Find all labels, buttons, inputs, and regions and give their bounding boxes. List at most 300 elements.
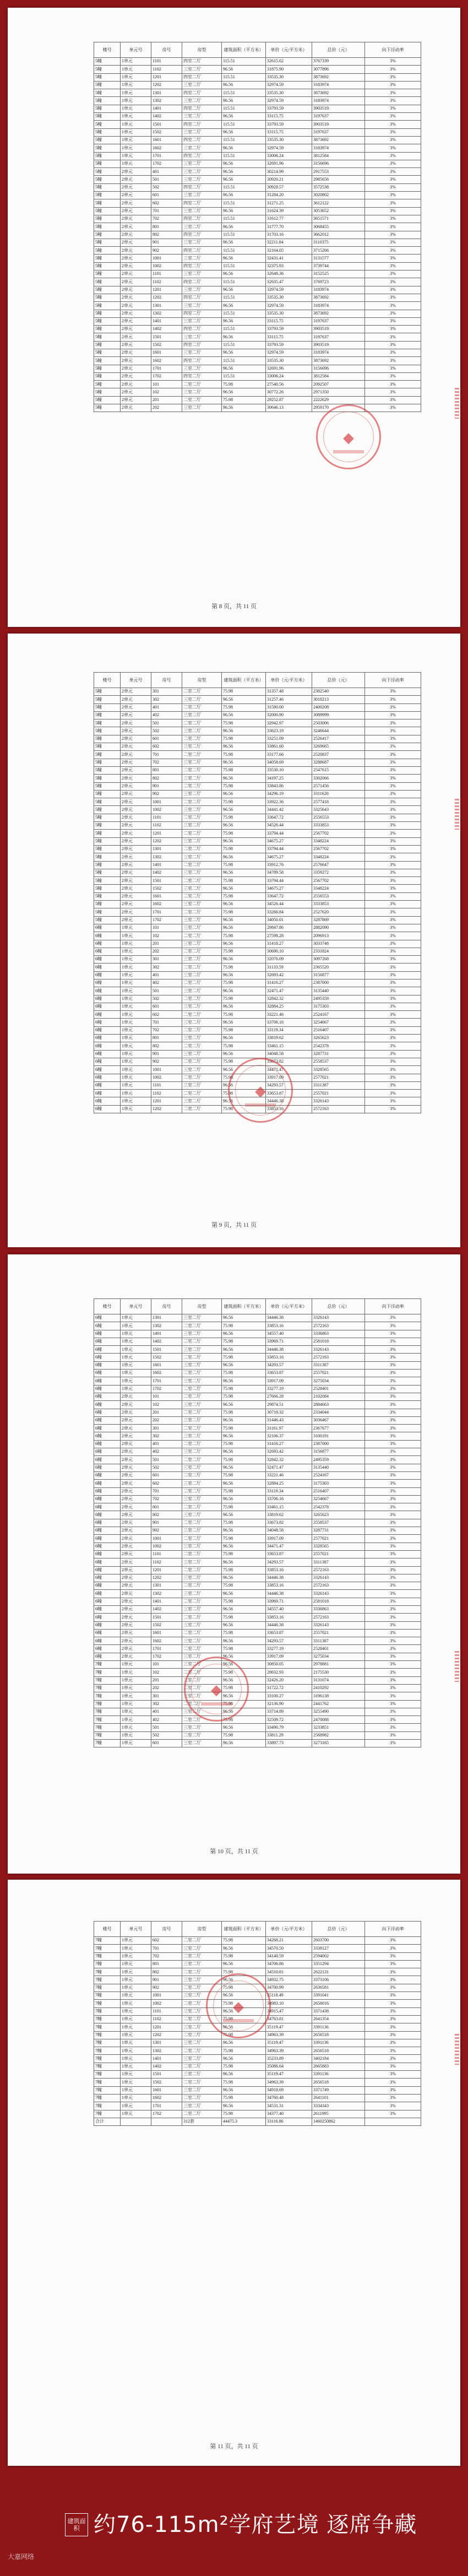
table-cell: 3391136 bbox=[312, 2071, 365, 2079]
table-row bbox=[94, 1338, 421, 1345]
table-cell: 96.56 bbox=[222, 924, 266, 932]
table-cell: 3% bbox=[365, 1605, 421, 1613]
table-row bbox=[94, 1066, 421, 1074]
table-cell: 1701 bbox=[151, 1377, 182, 1385]
table-cell: 1单元 bbox=[121, 2086, 151, 2094]
table-cell: 二室二厅 bbox=[182, 1042, 222, 1050]
price-table bbox=[94, 42, 421, 412]
table-cell: 3175303 bbox=[312, 1003, 365, 1010]
table-cell: 3328565 bbox=[312, 1543, 365, 1550]
table-cell: 3348224 bbox=[312, 853, 365, 861]
table-cell: 1单元 bbox=[121, 2000, 151, 2007]
table-cell: 2单元 bbox=[121, 294, 151, 301]
table-cell: 2单元 bbox=[121, 349, 151, 356]
table-cell: 115.51 bbox=[222, 183, 266, 191]
table-cell: 7幢 bbox=[94, 1669, 121, 1676]
table-cell: 3% bbox=[365, 1385, 421, 1393]
table-cell: 二室二厅 bbox=[182, 1937, 222, 1945]
table-cell: 1单元 bbox=[121, 1105, 151, 1113]
table-cell: 3197637 bbox=[312, 317, 365, 325]
table-cell: 3275034 bbox=[312, 1653, 365, 1660]
table-cell: 902 bbox=[151, 1984, 182, 1991]
table-cell: 601 bbox=[151, 1003, 182, 1010]
table-cell: 75.98 bbox=[222, 2047, 266, 2055]
table-cell: 三室二厅 bbox=[182, 1543, 222, 1550]
table-cell: 3% bbox=[365, 1692, 421, 1700]
table-cell: 1102 bbox=[151, 1558, 182, 1566]
table-row bbox=[94, 2039, 421, 2047]
table-row bbox=[94, 806, 421, 814]
table-row bbox=[94, 302, 421, 310]
table-cell: 3348224 bbox=[312, 837, 365, 845]
table-cell: 6幢 bbox=[94, 1003, 121, 1010]
table-row bbox=[94, 1456, 421, 1464]
table-cell: 2单元 bbox=[121, 1519, 151, 1527]
table-cell: 三室二厅 bbox=[182, 1976, 222, 1984]
table-cell: 1702 bbox=[151, 160, 182, 167]
table-cell: 3020802 bbox=[312, 192, 365, 199]
table-cell: 3% bbox=[365, 1090, 421, 1097]
table-cell: 5幢 bbox=[94, 105, 121, 112]
table-cell: 33673.82 bbox=[266, 1519, 312, 1527]
table-cell: 3% bbox=[365, 1026, 421, 1034]
table-cell: 75.98 bbox=[222, 1614, 266, 1621]
table-cell: 6幢 bbox=[94, 1487, 121, 1495]
table-cell: 二室二厅 bbox=[182, 1011, 222, 1019]
column-header: 建筑面积（平方米） bbox=[222, 42, 266, 58]
official-seal: ◆ bbox=[228, 1058, 293, 1123]
table-cell: 三室二厅 bbox=[182, 1035, 222, 1042]
table-cell: 901 bbox=[151, 1050, 182, 1058]
table-header-row bbox=[94, 1299, 421, 1314]
table-cell: 7幢 bbox=[94, 2007, 121, 2015]
table-cell: 6幢 bbox=[94, 1456, 121, 1464]
table-cell: 1002 bbox=[151, 1074, 182, 1081]
table-cell: 3338127 bbox=[312, 1945, 365, 1952]
table-cell: 1单元 bbox=[121, 2063, 151, 2070]
table-header-row bbox=[94, 673, 421, 688]
table-cell: 3% bbox=[365, 1338, 421, 1345]
table-cell: 96.56 bbox=[222, 1401, 266, 1409]
table-cell: 5幢 bbox=[94, 703, 121, 711]
table-row bbox=[94, 1968, 421, 1976]
table-cell: 1501 bbox=[151, 877, 182, 885]
table-cell: 1单元 bbox=[121, 1976, 151, 1984]
table-cell: 33706.16 bbox=[266, 1019, 312, 1026]
table-cell: 三室二厅 bbox=[182, 1361, 222, 1369]
table-cell: 二室二厅 bbox=[182, 1614, 222, 1621]
table-cell: 3175303 bbox=[312, 1480, 365, 1487]
table-row bbox=[94, 2086, 421, 2094]
column-header: 单元号 bbox=[121, 1299, 151, 1314]
table-cell: 2单元 bbox=[121, 1653, 151, 1660]
table-cell: 1302 bbox=[151, 1322, 182, 1330]
table-cell: 2556553 bbox=[312, 814, 365, 821]
table-cell: 1单元 bbox=[121, 1945, 151, 1952]
table-cell: 二室二厅 bbox=[182, 1370, 222, 1377]
table-cell: 31446.43 bbox=[266, 1416, 312, 1424]
column-header: 房型 bbox=[182, 42, 222, 58]
table-cell: 2单元 bbox=[121, 775, 151, 782]
page-footer: 第 9 页，共 11 页 bbox=[211, 1222, 257, 1229]
table-row bbox=[94, 1495, 421, 1503]
table-row bbox=[94, 703, 421, 711]
table-cell: 2单元 bbox=[121, 806, 151, 814]
table-cell: 75.98 bbox=[222, 964, 266, 971]
table-cell: 96.56 bbox=[222, 806, 266, 814]
table-cell: 75.98 bbox=[222, 1582, 266, 1590]
table-cell: 二室二厅 bbox=[182, 1984, 222, 1991]
table-cell: 30690.10 bbox=[266, 948, 312, 955]
table-cell: 75.98 bbox=[222, 1731, 266, 1739]
table-cell: 96.56 bbox=[222, 388, 266, 396]
table-row bbox=[94, 2031, 421, 2039]
table-cell: 6幢 bbox=[94, 1105, 121, 1113]
table-cell: 1单元 bbox=[121, 1992, 151, 2000]
table-row bbox=[94, 1676, 421, 1684]
table-cell: 96.56 bbox=[222, 1724, 266, 1731]
table-cell: 2单元 bbox=[121, 1574, 151, 1582]
table-cell: 3% bbox=[365, 1354, 421, 1361]
table-cell: 3% bbox=[365, 1464, 421, 1471]
table-row bbox=[94, 987, 421, 995]
table-cell: 2单元 bbox=[121, 1503, 151, 1511]
table-cell: 5幢 bbox=[94, 136, 121, 144]
table-cell: 32974.59 bbox=[266, 81, 312, 89]
table-cell: 33853.16 bbox=[266, 1105, 312, 1113]
table-cell: 34675.27 bbox=[266, 885, 312, 892]
table-cell: 5幢 bbox=[94, 207, 121, 215]
table-cell: 3% bbox=[365, 105, 421, 112]
table-cell: 1202 bbox=[151, 1105, 182, 1113]
table-cell: 3288687 bbox=[312, 759, 365, 766]
table-cell: 702 bbox=[151, 1026, 182, 1034]
table-cell: 2单元 bbox=[121, 751, 151, 759]
table-row bbox=[94, 814, 421, 821]
table-cell: 3% bbox=[365, 837, 421, 845]
table-cell: 401 bbox=[151, 1708, 182, 1715]
table-row bbox=[94, 2094, 421, 2102]
table-cell: 2528401 bbox=[312, 1385, 365, 1393]
table-cell: 1602 bbox=[151, 357, 182, 365]
table-cell: 6幢 bbox=[94, 1558, 121, 1566]
table-cell: 3% bbox=[365, 1322, 421, 1330]
table-cell: 三室二厅 bbox=[182, 1661, 222, 1669]
table-cell: 3156877 bbox=[312, 971, 365, 979]
table-cell: 二室二厅 bbox=[182, 1700, 222, 1708]
table-cell: 四室二厅 bbox=[182, 294, 222, 301]
table-cell: 3662012 bbox=[312, 231, 365, 239]
table-cell: 96.56 bbox=[222, 239, 266, 246]
total-cell: 33116.86 bbox=[266, 2118, 312, 2125]
table-row bbox=[94, 932, 421, 940]
table-cell: 6幢 bbox=[94, 1019, 121, 1026]
table-cell: 501 bbox=[151, 1724, 182, 1731]
table-cell: 1单元 bbox=[121, 2055, 151, 2063]
table-cell: 75.98 bbox=[222, 719, 266, 727]
table-cell: 96.56 bbox=[222, 2102, 266, 2110]
table-cell: 6幢 bbox=[94, 1042, 121, 1050]
table-cell: 三室二厅 bbox=[182, 759, 222, 766]
table-cell: 5幢 bbox=[94, 806, 121, 814]
table-cell: 3% bbox=[365, 1035, 421, 1042]
table-cell: 3287731 bbox=[312, 1527, 365, 1535]
table-cell: 5幢 bbox=[94, 192, 121, 199]
table-cell: 1202 bbox=[151, 1574, 182, 1582]
table-cell: 3873692 bbox=[312, 89, 365, 97]
table-cell: 3% bbox=[365, 1346, 421, 1354]
table-cell: 三室二厅 bbox=[182, 207, 222, 215]
table-row bbox=[94, 1354, 421, 1361]
table-cell: 2611995 bbox=[312, 2110, 365, 2118]
table-cell: 3328565 bbox=[312, 1066, 365, 1074]
area-badge: 建筑面积 bbox=[65, 2513, 88, 2536]
table-cell: 1601 bbox=[151, 136, 182, 144]
table-row bbox=[94, 1346, 421, 1354]
table-cell: 三室二厅 bbox=[182, 1432, 222, 1440]
table-cell: 二室二厅 bbox=[182, 1519, 222, 1527]
table-cell: 2365520 bbox=[312, 964, 365, 971]
table-cell: 3% bbox=[365, 66, 421, 73]
table-cell: 2单元 bbox=[121, 877, 151, 885]
table-cell: 34526.44 bbox=[266, 901, 312, 908]
table-cell: 3% bbox=[365, 964, 421, 971]
table-cell: 75.98 bbox=[222, 1471, 266, 1479]
table-cell: 6幢 bbox=[94, 987, 121, 995]
table-cell: 96.56 bbox=[222, 128, 266, 136]
table-cell: 3% bbox=[365, 908, 421, 916]
table-cell: 1402 bbox=[151, 2063, 182, 2070]
table-cell: 3% bbox=[365, 869, 421, 876]
table-cell: 1601 bbox=[151, 349, 182, 356]
table-cell: 3% bbox=[365, 1519, 421, 1527]
table-cell: 5幢 bbox=[94, 176, 121, 183]
table-cell: 1001 bbox=[151, 255, 182, 262]
table-cell: 1单元 bbox=[121, 2031, 151, 2039]
column-header: 向下浮动率 bbox=[365, 1299, 421, 1314]
table-cell: 3767339 bbox=[312, 58, 365, 66]
table-cell: 6幢 bbox=[94, 1416, 121, 1424]
table-cell: 3% bbox=[365, 2007, 421, 2015]
table-cell: 2单元 bbox=[121, 247, 151, 255]
table-cell: 3% bbox=[365, 1731, 421, 1739]
table-cell: 三室二厅 bbox=[182, 1992, 222, 2000]
table-cell: 3% bbox=[365, 924, 421, 932]
table-cell: 96.56 bbox=[222, 1066, 266, 1074]
table-row bbox=[94, 128, 421, 136]
table-cell: 3326143 bbox=[312, 1574, 365, 1582]
table-cell: 31418.27 bbox=[266, 940, 312, 948]
table-cell: 2单元 bbox=[121, 885, 151, 892]
table-cell: 7幢 bbox=[94, 1984, 121, 1991]
table-cell: 2367677 bbox=[312, 1425, 365, 1432]
table-cell: 3% bbox=[365, 814, 421, 821]
total-cell: 1460250862 bbox=[312, 2118, 365, 2125]
table-cell: 2503006 bbox=[312, 719, 365, 727]
table-row bbox=[94, 1409, 421, 1416]
table-cell: 5幢 bbox=[94, 404, 121, 412]
table-cell: 34932.75 bbox=[266, 1976, 312, 1984]
table-cell: 7幢 bbox=[94, 1700, 121, 1708]
table-cell: 96.56 bbox=[222, 1464, 266, 1471]
table-cell: 75.98 bbox=[222, 1385, 266, 1393]
table-cell: 1501 bbox=[151, 333, 182, 341]
table-row bbox=[94, 1992, 421, 2000]
table-cell: 3% bbox=[365, 971, 421, 979]
table-cell: 三室二厅 bbox=[182, 775, 222, 782]
table-row bbox=[94, 845, 421, 853]
table-cell: 1301 bbox=[151, 1582, 182, 1590]
table-cell: 33861.60 bbox=[266, 743, 312, 751]
table-cell: 三室二厅 bbox=[182, 901, 222, 908]
table-cell: 32974.59 bbox=[266, 286, 312, 294]
table-cell: 1201 bbox=[151, 1566, 182, 1574]
table-cell: 1单元 bbox=[121, 1011, 151, 1019]
table-row bbox=[94, 901, 421, 908]
table-cell: 2单元 bbox=[121, 199, 151, 207]
table-row bbox=[94, 751, 421, 759]
table-cell: 6幢 bbox=[94, 1432, 121, 1440]
table-cell: 802 bbox=[151, 1968, 182, 1976]
table-cell: 3% bbox=[365, 1432, 421, 1440]
table-cell: 33535.30 bbox=[266, 73, 312, 81]
table-cell: 1401 bbox=[151, 1330, 182, 1338]
table-row bbox=[94, 719, 421, 727]
table-cell: 1102 bbox=[151, 1090, 182, 1097]
table-cell: 3% bbox=[365, 113, 421, 121]
table-cell: 3233851 bbox=[312, 1724, 365, 1731]
table-cell: 1002 bbox=[151, 262, 182, 270]
table-cell: 3% bbox=[365, 381, 421, 388]
table-cell: 三室二厅 bbox=[182, 1692, 222, 1700]
table-cell: 7幢 bbox=[94, 2031, 121, 2039]
table-cell: 二室二厅 bbox=[182, 845, 222, 853]
table-cell: 1401 bbox=[151, 2055, 182, 2063]
column-header: 建筑面积（平方米） bbox=[222, 1922, 266, 1937]
table-cell: 115.51 bbox=[222, 341, 266, 349]
table-cell: 33006.24 bbox=[266, 152, 312, 160]
table-cell: 3183974 bbox=[312, 302, 365, 310]
table-cell: 32942.97 bbox=[266, 719, 312, 727]
table-cell: 33100.27 bbox=[266, 1692, 312, 1700]
table-cell: 31257.46 bbox=[266, 696, 312, 703]
table-cell: 96.56 bbox=[222, 1527, 266, 1535]
table-cell: 2单元 bbox=[121, 869, 151, 876]
table-cell: 三室二厅 bbox=[182, 1708, 222, 1715]
table-cell: 33119.34 bbox=[266, 1026, 312, 1034]
table-cell: 2单元 bbox=[121, 916, 151, 924]
table-row bbox=[94, 1645, 421, 1653]
table-cell: 401 bbox=[151, 703, 182, 711]
table-cell: 1302 bbox=[151, 853, 182, 861]
column-header: 房型 bbox=[182, 1299, 222, 1314]
table-cell: 7幢 bbox=[94, 2055, 121, 2063]
table-cell: 502 bbox=[151, 1731, 182, 1739]
table-cell: 二室二厅 bbox=[182, 932, 222, 940]
table-cell: 3135440 bbox=[312, 987, 365, 995]
table-cell: 1602 bbox=[151, 1370, 182, 1377]
table-cell: 2单元 bbox=[121, 239, 151, 246]
table-row bbox=[94, 1026, 421, 1034]
table-row bbox=[94, 183, 421, 191]
table-cell: 6幢 bbox=[94, 1338, 121, 1345]
seal-edge-mark bbox=[455, 1651, 459, 1682]
table-row bbox=[94, 1487, 421, 1495]
table-cell: 6幢 bbox=[94, 940, 121, 948]
table-cell: 102 bbox=[151, 932, 182, 940]
table-cell: 3% bbox=[365, 2071, 421, 2079]
table-cell: 三室二厅 bbox=[182, 1495, 222, 1503]
table-cell: 三室二厅 bbox=[182, 2086, 222, 2094]
table-row bbox=[94, 2079, 421, 2086]
table-cell: 3% bbox=[365, 160, 421, 167]
table-cell: 三室二厅 bbox=[182, 916, 222, 924]
table-cell: 602 bbox=[151, 1937, 182, 1945]
table-cell: 31161.97 bbox=[266, 1425, 312, 1432]
table-cell: 801 bbox=[151, 766, 182, 774]
table-cell: 75.98 bbox=[222, 703, 266, 711]
table-cell: 2572163 bbox=[312, 1566, 365, 1574]
table-cell: 33853.16 bbox=[266, 1582, 312, 1590]
table-row bbox=[94, 113, 421, 121]
table-cell: 33653.87 bbox=[266, 1370, 312, 1377]
table-cell: 2658016 bbox=[312, 2000, 365, 2007]
table-cell: 3053652 bbox=[312, 207, 365, 215]
table-cell: 5幢 bbox=[94, 66, 121, 73]
table-row bbox=[94, 1527, 421, 1535]
table-cell: 二室二厅 bbox=[182, 1487, 222, 1495]
table-cell: 2单元 bbox=[121, 1440, 151, 1448]
table-cell: 96.56 bbox=[222, 901, 266, 908]
table-row bbox=[94, 1582, 421, 1590]
table-cell: 115.51 bbox=[222, 121, 266, 128]
table-row bbox=[94, 1058, 421, 1065]
table-cell: 3% bbox=[365, 1081, 421, 1089]
table-cell: 3402184 bbox=[312, 2055, 365, 2063]
table-row bbox=[94, 1708, 421, 1715]
table-row bbox=[94, 404, 421, 412]
table-cell: 801 bbox=[151, 1035, 182, 1042]
table-cell: 1单元 bbox=[121, 1716, 151, 1724]
table-cell: 2单元 bbox=[121, 1645, 151, 1653]
table-cell: 30850.05 bbox=[266, 1661, 312, 1669]
table-cell: 6幢 bbox=[94, 1590, 121, 1598]
table-cell: 6幢 bbox=[94, 1377, 121, 1385]
table-cell: 3812584 bbox=[312, 152, 365, 160]
table-cell: 3769723 bbox=[312, 278, 365, 286]
table-row bbox=[94, 207, 421, 215]
table-row bbox=[94, 822, 421, 830]
table-row bbox=[94, 1621, 421, 1629]
table-cell: 34918.69 bbox=[266, 2086, 312, 2094]
table-cell: 501 bbox=[151, 1456, 182, 1464]
table-row bbox=[94, 262, 421, 270]
table-cell: 2单元 bbox=[121, 861, 151, 869]
table-cell: 6幢 bbox=[94, 1050, 121, 1058]
table-cell: 7幢 bbox=[94, 2039, 121, 2047]
table-cell: 96.56 bbox=[222, 1708, 266, 1715]
table-cell: 3275034 bbox=[312, 1377, 365, 1385]
table-row bbox=[94, 357, 421, 365]
table-cell: 3% bbox=[365, 1629, 421, 1637]
table-cell: 2558537 bbox=[312, 1058, 365, 1065]
table-cell: 1601 bbox=[151, 1361, 182, 1369]
table-cell: 35086.64 bbox=[266, 2063, 312, 2070]
table-cell: 1单元 bbox=[121, 1081, 151, 1089]
table-cell: 2571456 bbox=[312, 782, 365, 790]
table-cell: 3% bbox=[365, 326, 421, 333]
table-cell: 5幢 bbox=[94, 294, 121, 301]
